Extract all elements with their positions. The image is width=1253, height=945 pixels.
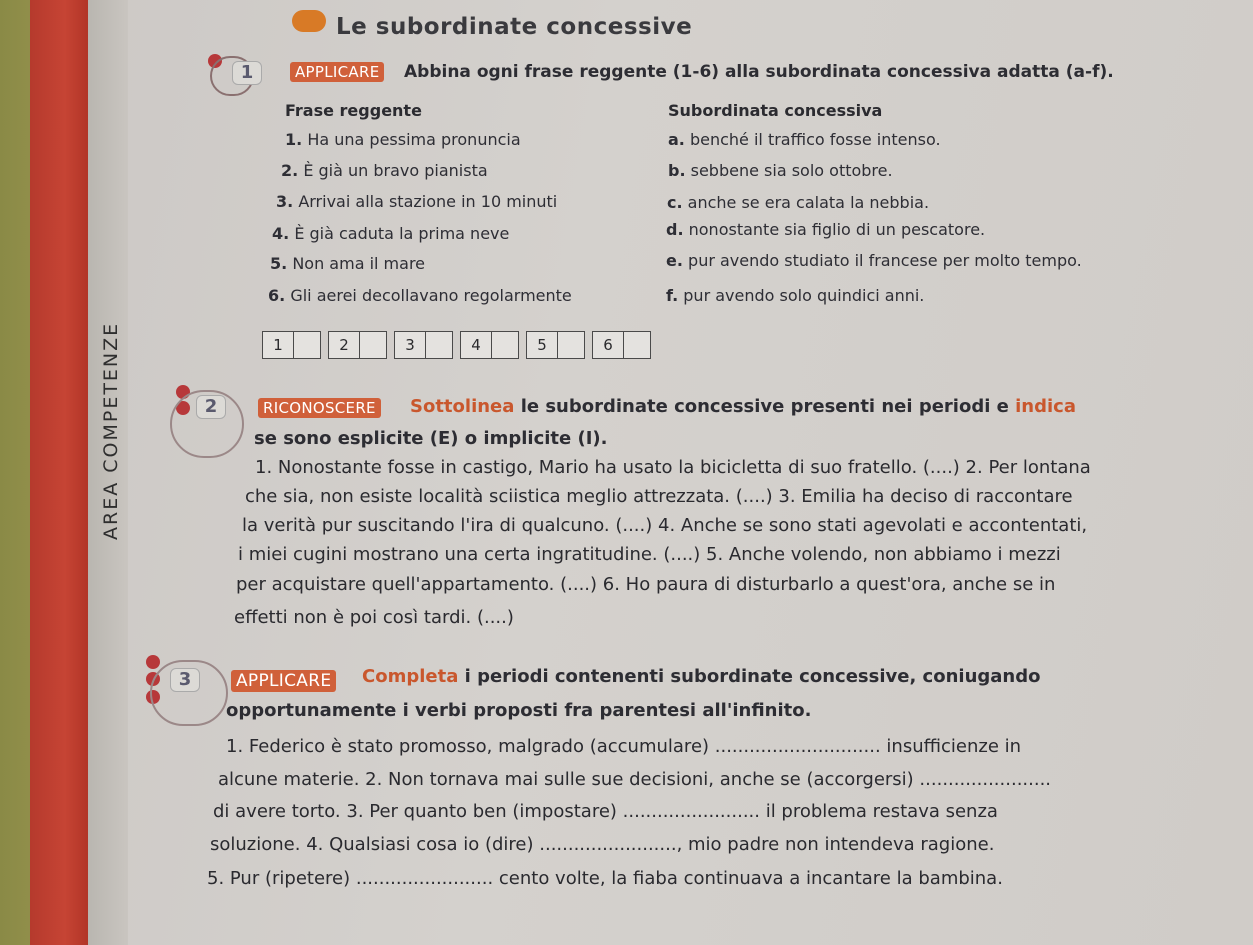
item-text: È già caduta la prima neve [294, 224, 510, 243]
exercise-3-instruction [362, 666, 1041, 687]
exercise-dot-icon [146, 655, 160, 669]
text-line: effetti non è poi così tardi. (....) [234, 607, 514, 628]
text-line: i miei cugini mostrano una certa ingratitudine. (....) 5. Anche volendo, non abbiamo i mezzi [238, 544, 1061, 565]
text-line: 1. Federico è stato promosso, malgrado (accumulare) ............................. insufficienze in [226, 736, 1022, 757]
text-line: soluzione. 4. Qualsiasi cosa io (dire) ........................, mio padre non intendeva ragione. [210, 834, 995, 855]
instruction-verb: Sottolinea [410, 396, 515, 417]
item-number: 5. [270, 254, 288, 273]
item-letter: c. [667, 193, 683, 212]
concessive-clause-row [668, 161, 893, 180]
answer-box-number: 6 [593, 332, 624, 358]
text-line: che sia, non esiste località sciistica meglio attrezzata. (....) 3. Emilia ha deciso di raccontare [245, 486, 1073, 507]
item-letter: e. [666, 251, 683, 270]
main-clause-row [276, 192, 557, 211]
main-clause-row [285, 130, 521, 149]
answer-input[interactable] [624, 332, 650, 358]
side-label: AREA COMPETENZE [100, 321, 122, 540]
exercise-1-tag: APPLICARE [290, 62, 384, 82]
item-number: 3. [276, 192, 294, 211]
item-text: anche se era calata la nebbia. [687, 193, 930, 212]
answer-box [526, 331, 585, 359]
answer-box [394, 331, 453, 359]
item-letter: b. [668, 161, 686, 180]
red-side-band [30, 0, 88, 945]
answer-box-number: 2 [329, 332, 360, 358]
item-text: Ha una pessima pronuncia [307, 130, 521, 149]
answer-input[interactable] [294, 332, 320, 358]
instruction-text: i periodi contenenti subordinate concessive, coniugando [458, 666, 1041, 687]
answer-input[interactable] [492, 332, 518, 358]
answer-box [328, 331, 387, 359]
answer-box-number: 1 [263, 332, 294, 358]
item-letter: d. [666, 220, 684, 239]
item-number: 6. [268, 286, 286, 305]
text-line: la verità pur suscitando l'ira di qualcuno. (....) 4. Anche se sono stati agevolati e accontentati, [242, 515, 1088, 536]
main-clause-row [268, 286, 572, 305]
title-bullet-icon [292, 10, 326, 32]
item-text: Non ama il mare [292, 254, 426, 273]
column-head-left: Frase reggente [285, 101, 422, 120]
item-number: 4. [272, 224, 290, 243]
concessive-clause-row [666, 286, 924, 305]
item-text: Gli aerei decollavano regolarmente [290, 286, 572, 305]
exercise-2-number: 2 [196, 395, 226, 419]
text-line: per acquistare quell'appartamento. (....) 6. Ho paura di disturbarlo a quest'ora, anche se in [236, 574, 1056, 595]
item-text: benché il traffico fosse intenso. [689, 130, 941, 149]
page-title: Le subordinate concessive [336, 14, 693, 40]
exercise-2-tag: RICONOSCERE [258, 398, 381, 418]
concessive-clause-row [668, 130, 941, 149]
text-line: di avere torto. 3. Per quanto ben (impostare) ........................ il problema restava senza [213, 801, 998, 822]
concessive-clause-row [666, 251, 1082, 270]
exercise-1-number: 1 [232, 61, 262, 85]
main-clause-row [270, 254, 425, 273]
main-clause-row [281, 161, 488, 180]
instruction-verb: indica [1015, 396, 1076, 417]
exercise-1-instruction: Abbina ogni frase reggente (1-6) alla subordinata concessiva adatta (a-f). [404, 62, 1114, 82]
column-head-right: Subordinata concessiva [668, 101, 883, 120]
exercise-3-tag: APPLICARE [231, 670, 336, 692]
answer-box-number: 3 [395, 332, 426, 358]
concessive-clause-row [667, 193, 929, 212]
item-number: 1. [285, 130, 303, 149]
exercise-3-instruction-line2: opportunamente i verbi proposti fra parentesi all'infinito. [226, 700, 812, 721]
item-text: sebbene sia solo ottobre. [690, 161, 893, 180]
answer-box [460, 331, 519, 359]
answer-box-number: 5 [527, 332, 558, 358]
text-line: 1. Nonostante fosse in castigo, Mario ha usato la bicicletta di suo fratello. (....) 2. Per lontana [255, 457, 1091, 478]
exercise-3-number: 3 [170, 668, 200, 692]
item-letter: f. [666, 286, 679, 305]
item-text: pur avendo solo quindici anni. [683, 286, 925, 305]
exercise-2-instruction-line2: se sono esplicite (E) o implicite (I). [254, 428, 608, 449]
instruction-verb: Completa [362, 666, 459, 687]
instruction-text: le subordinate concessive presenti nei periodi e [514, 396, 1016, 417]
answer-input[interactable] [360, 332, 386, 358]
main-clause-row [272, 224, 509, 243]
exercise-2-instruction [410, 396, 1076, 417]
answer-input[interactable] [558, 332, 584, 358]
answer-box [592, 331, 651, 359]
answer-box [262, 331, 321, 359]
item-text: Arrivai alla stazione in 10 minuti [298, 192, 558, 211]
item-number: 2. [281, 161, 299, 180]
text-line: alcune materie. 2. Non tornava mai sulle sue decisioni, anche se (accorgersi) ....................... [218, 769, 1052, 790]
item-text: pur avendo studiato il francese per molto tempo. [688, 251, 1082, 270]
text-line: 5. Pur (ripetere) ........................ cento volte, la fiaba continuava a incantare la bambina. [207, 868, 1003, 889]
answer-box-number: 4 [461, 332, 492, 358]
concessive-clause-row [666, 220, 985, 239]
item-text: È già un bravo pianista [303, 161, 488, 180]
item-letter: a. [668, 130, 685, 149]
item-text: nonostante sia figlio di un pescatore. [688, 220, 986, 239]
answer-input[interactable] [426, 332, 452, 358]
